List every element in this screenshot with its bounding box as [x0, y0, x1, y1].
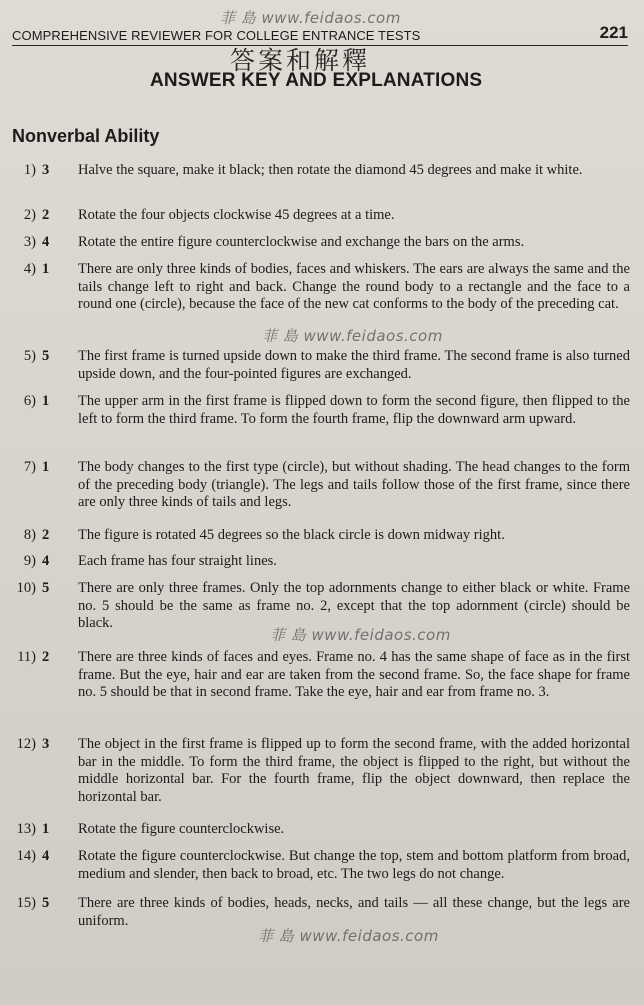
- answer-explanation: Halve the square, make it black; then rotate the diamond 45 degrees and make it white.: [78, 162, 583, 178]
- answer-key: 1: [42, 821, 50, 837]
- answer-number: 7): [23, 459, 36, 475]
- answer-number: 13): [16, 821, 36, 837]
- running-title: COMPREHENSIVE REVIEWER FOR COLLEGE ENTRANCE TESTS: [12, 28, 421, 43]
- answer-key: 2: [42, 527, 50, 543]
- answer-explanation: Rotate the figure counterclockwise.: [78, 821, 285, 837]
- answer-number: 11): [17, 649, 36, 665]
- answer-key: 5: [42, 580, 50, 596]
- section-heading: Nonverbal Ability: [12, 126, 160, 146]
- answer-explanation: The object in the first frame is flipped up to form the second frame, with the added horizontal bar in the middle. To form the third frame, the object is flipped to the right, but without the middle horizontal bar. For the fourth frame, flip the object downward, then replace the horizontal bar.: [78, 736, 630, 805]
- answer-explanation: There are three kinds of faces and eyes. Frame no. 4 has the same shape of face as in the first frame. But the eye, hair and ear are taken from the second frame. So, the face shape for frame no. 5 should be that in second frame. Take the eye, hair and ear from frame no. 3.: [78, 649, 630, 700]
- answer-explanation: Rotate the four objects clockwise 45 degrees at a time.: [78, 207, 395, 223]
- answer-explanation: Each frame has four straight lines.: [78, 553, 277, 569]
- answer-explanation: There are only three kinds of bodies, faces and whiskers. The ears are always the same and the tails change left to right and back. Change the round body to a rectangle and the face to a round one (circle), because the face of the new cat conforms to the body of the preceding cat.: [78, 261, 630, 312]
- chinese-title: 答案和解釋: [230, 46, 371, 75]
- page-number: 221: [599, 23, 628, 42]
- answer-key: 4: [42, 848, 50, 864]
- answer-key: 1: [42, 261, 50, 277]
- answer-key: 4: [42, 553, 50, 569]
- answer-number: 14): [16, 848, 36, 864]
- answer-number: 1): [23, 162, 36, 178]
- answer-number: 5): [23, 348, 36, 364]
- answer-number: 8): [23, 527, 36, 543]
- answer-explanation: There are three kinds of bodies, heads, necks, and tails — all these change, but the legs are uniform.: [78, 895, 630, 929]
- watermark-middle: 菲 島 www.feidaos.com: [262, 327, 443, 345]
- answer-number: 2): [23, 207, 36, 223]
- answer-explanation: The upper arm in the first frame is flipped down to form the second figure, then flipped to the left to form the third frame. To form the fourth frame, flip the downward arm upward.: [78, 393, 630, 427]
- answer-number: 10): [16, 580, 36, 596]
- answer-explanation: Rotate the figure counterclockwise. But change the top, stem and bottom platform from broad, medium and slender, then back to broad, etc. The two legs do not change.: [78, 848, 630, 882]
- answer-key: 2: [42, 207, 50, 223]
- answer-key: 4: [42, 234, 50, 250]
- answer-number: 3): [23, 234, 36, 250]
- page-title: ANSWER KEY AND EXPLANATIONS: [150, 70, 483, 91]
- answer-explanation: The first frame is turned upside down to make the third frame. The second frame is also turned upside down, and the four-pointed figures are exchanged.: [78, 348, 630, 382]
- watermark-top: 菲 島 www.feidaos.com: [220, 9, 401, 27]
- watermark-bottom: 菲 島 www.feidaos.com: [258, 927, 439, 945]
- answer-number: 12): [16, 736, 36, 752]
- answer-key: 5: [42, 895, 50, 911]
- answer-number: 6): [23, 393, 36, 409]
- answer-explanation: Rotate the entire figure counterclockwise and exchange the bars on the arms.: [78, 234, 525, 250]
- answer-key: 5: [42, 348, 50, 364]
- answer-key: 3: [42, 736, 50, 752]
- answer-key: 3: [42, 162, 50, 178]
- answer-number: 15): [16, 895, 36, 911]
- watermark-lower: 菲 島 www.feidaos.com: [270, 626, 451, 644]
- answer-key: 2: [42, 649, 50, 665]
- answer-key: 1: [42, 393, 50, 409]
- answer-explanation: There are only three frames. Only the top adornments change to either black or white. Frame no. 5 should be the same as frame no. 2, except that the top adornment (circle) should be black.: [78, 580, 630, 631]
- answer-key: 1: [42, 459, 50, 475]
- answer-number: 9): [23, 553, 36, 569]
- answer-explanation: The body changes to the first type (circle), but without shading. The head changes to the form of the preceding body (triangle). The legs and tails follow those of the first frame, since there are only three kinds of tails and legs.: [78, 459, 630, 510]
- answer-explanation: The figure is rotated 45 degrees so the black circle is down midway right.: [78, 527, 505, 543]
- answer-number: 4): [23, 261, 36, 277]
